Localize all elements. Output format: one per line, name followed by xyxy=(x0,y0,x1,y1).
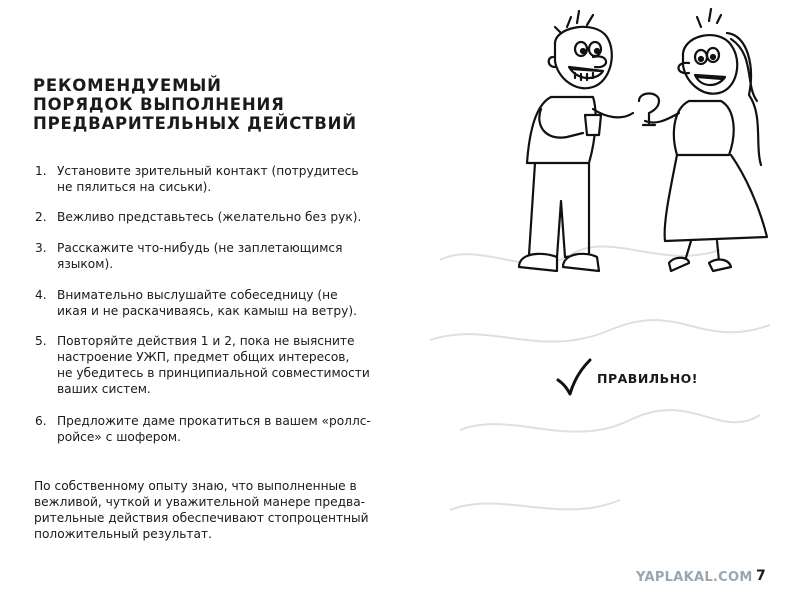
heading-line: РЕКОМЕНДУЕМЫЙ xyxy=(33,76,222,95)
verdict-label: ПРАВИЛЬНО! xyxy=(597,371,698,386)
checkmark-icon xyxy=(556,358,592,396)
step-text: икая и не раскачиваясь, как камыш на ветру). xyxy=(57,304,357,318)
step-item xyxy=(35,287,380,319)
step-text: Внимательно выслушайте собеседницу (не xyxy=(57,288,338,302)
step-text: не убедитесь в принципиальной совместимости xyxy=(57,366,370,380)
step-item xyxy=(35,240,380,272)
step-text: языком). xyxy=(57,257,114,271)
step-number: 2. xyxy=(35,210,47,224)
step-item xyxy=(35,333,380,397)
step-item xyxy=(35,163,380,195)
watermark: YAPLAKAL.COM xyxy=(636,570,753,585)
closing-line: вежливой, чуткой и уважительной манере предва- xyxy=(34,495,366,509)
step-text: Вежливо представьтесь (желательно без рук). xyxy=(57,210,362,224)
step-text: ваших систем. xyxy=(57,382,151,396)
section-heading xyxy=(33,76,373,133)
step-text: настроение УЖП, предмет общих интересов, xyxy=(57,350,350,364)
heading-line: ПРЕДВАРИТЕЛЬНЫХ ДЕЙСТВИЙ xyxy=(33,114,357,133)
step-number: 4. xyxy=(35,288,47,302)
closing-line: положительный результат. xyxy=(34,527,212,541)
closing-paragraph xyxy=(34,478,379,542)
step-number: 6. xyxy=(35,414,47,428)
step-text: Расскажите что-нибудь (не заплетающимся xyxy=(57,241,343,255)
step-number: 3. xyxy=(35,241,47,255)
step-item xyxy=(35,209,380,225)
closing-line: По собственному опыту знаю, что выполненные в xyxy=(34,479,357,493)
step-item xyxy=(35,413,380,445)
step-text: Предложите даме прокатиться в вашем «роллс- xyxy=(57,414,371,428)
step-text: Установите зрительный контакт (потрудитесь xyxy=(57,164,359,178)
step-number: 5. xyxy=(35,334,47,348)
step-number: 1. xyxy=(35,164,47,178)
heading-line: ПОРЯДОК ВЫПОЛНЕНИЯ xyxy=(33,95,285,114)
page-number: 7 xyxy=(756,568,766,584)
step-text: Повторяйте действия 1 и 2, пока не выясните xyxy=(57,334,355,348)
closing-line: рительные действия обеспечивают стопроцентный xyxy=(34,511,369,525)
step-text: ройсе» с шофером. xyxy=(57,430,182,444)
couple-toasting-illustration xyxy=(505,5,790,290)
step-text: не пялиться на сиськи). xyxy=(57,180,212,194)
